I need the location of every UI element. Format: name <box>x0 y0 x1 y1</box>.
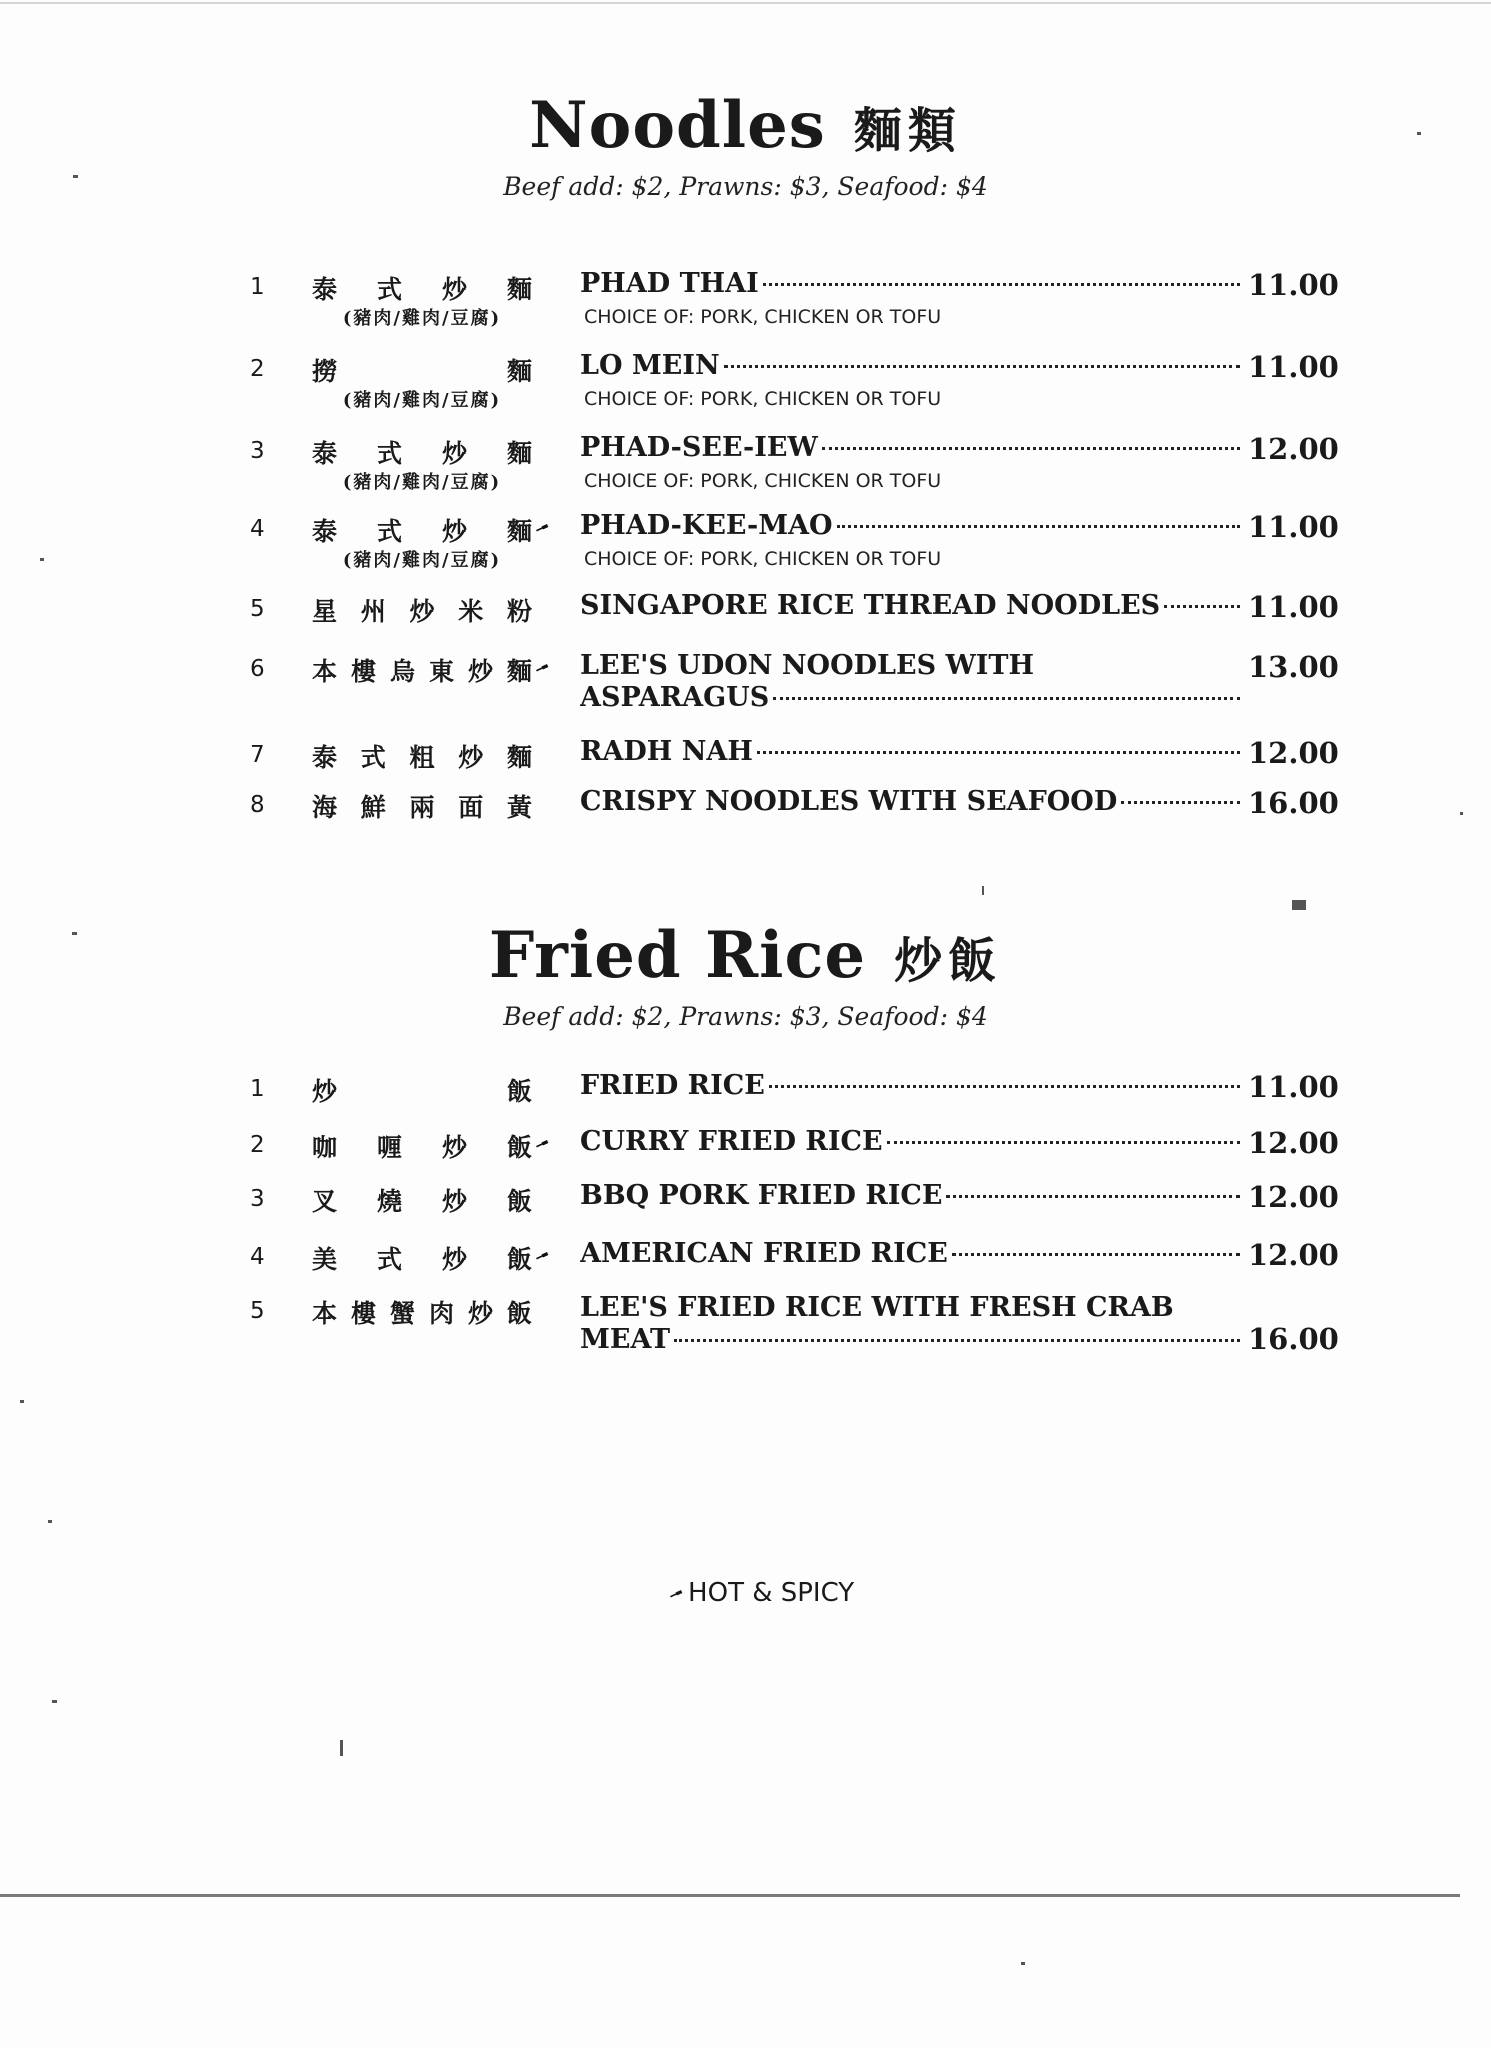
item-price: 11.00 <box>1248 1070 1339 1104</box>
item-chinese-name: 叉 燒 炒 飯 <box>312 1187 532 1216</box>
item-description: CHOICE OF: PORK, CHICKEN OR TOFU <box>584 470 942 492</box>
item-number: 6 <box>250 656 265 682</box>
item-name-text: RADH NAH <box>580 736 753 767</box>
dot-leader <box>724 365 1240 368</box>
item-chinese-name: 星 州 炒 米 粉 <box>312 597 532 626</box>
item-chinese-options: (豬肉/雞肉/豆腐) <box>342 308 502 329</box>
item-name-line2: MEAT <box>580 1324 671 1355</box>
fried-rice-heading <box>0 918 1491 993</box>
dot-leader <box>822 447 1240 450</box>
item-number: 2 <box>250 1132 265 1158</box>
item-chinese-options: (豬肉/雞肉/豆腐) <box>342 550 502 571</box>
item-chinese-name: 泰 式 炒 麵 <box>312 275 532 304</box>
scan-speck <box>73 175 78 178</box>
dot-leader <box>946 1195 1240 1198</box>
item-price: 16.00 <box>1248 1322 1339 1356</box>
item-name-text: FRIED RICE <box>580 1070 765 1101</box>
noodles-heading <box>0 88 1491 163</box>
item-price: 11.00 <box>1248 510 1339 544</box>
dot-leader <box>773 697 1240 700</box>
item-name <box>580 682 1240 713</box>
fried-rice-title: Fried Rice <box>488 918 867 993</box>
item-name <box>580 510 1240 541</box>
item-description: CHOICE OF: PORK, CHICKEN OR TOFU <box>584 548 942 570</box>
item-number: 2 <box>250 356 265 382</box>
item-name <box>580 268 1240 299</box>
chili-pepper-icon: ╼ <box>665 1580 687 1608</box>
dot-leader <box>1121 801 1240 804</box>
scan-speck <box>40 558 44 561</box>
fried-rice-addons: Beef add: $2, Prawns: $3, Seafood: $4 <box>503 1002 988 1031</box>
item-chinese-name: 美 式 炒 飯 <box>312 1245 532 1274</box>
item-description: CHOICE OF: PORK, CHICKEN OR TOFU <box>584 306 942 328</box>
item-name-text: PHAD-SEE-IEW <box>580 432 818 463</box>
item-price: 13.00 <box>1248 650 1339 684</box>
chili-pepper-icon: ╼ <box>531 1242 553 1270</box>
item-name <box>580 736 1240 767</box>
item-description: CHOICE OF: PORK, CHICKEN OR TOFU <box>584 388 942 410</box>
noodles-addons: Beef add: $2, Prawns: $3, Seafood: $4 <box>503 172 988 201</box>
scan-speck <box>1460 812 1463 815</box>
item-number: 3 <box>250 438 265 464</box>
item-price: 11.00 <box>1248 590 1339 624</box>
spicy-legend-label: HOT & SPICY <box>688 1578 855 1608</box>
item-price: 12.00 <box>1248 1126 1339 1160</box>
item-name-line1: LEE'S UDON NOODLES WITH <box>580 650 1035 681</box>
chili-pepper-icon: ╼ <box>531 1130 553 1158</box>
item-name <box>580 590 1240 621</box>
item-chinese-name: 炒 飯 <box>312 1077 532 1106</box>
dot-leader <box>763 283 1240 286</box>
item-name <box>580 1180 1240 1211</box>
item-number: 5 <box>250 596 265 622</box>
noodles-title-zh: 麵類 <box>853 103 962 159</box>
scan-speck <box>72 932 77 935</box>
item-name-line1: LEE'S FRIED RICE WITH FRESH CRAB <box>580 1292 1174 1323</box>
noodles-title: Noodles <box>529 88 826 163</box>
item-price: 11.00 <box>1248 268 1339 302</box>
item-name <box>580 432 1240 463</box>
scan-speck <box>1021 1962 1025 1965</box>
item-price: 12.00 <box>1248 1180 1339 1214</box>
dot-leader <box>757 751 1240 754</box>
item-chinese-name: 本 樓 蟹 肉 炒 飯 <box>312 1299 532 1328</box>
item-name <box>580 1324 1240 1355</box>
scan-speck <box>20 1400 24 1403</box>
item-name <box>580 350 1240 381</box>
item-price: 12.00 <box>1248 432 1339 466</box>
dot-leader <box>952 1253 1240 1256</box>
item-number: 4 <box>250 1244 265 1270</box>
item-name-text: BBQ PORK FRIED RICE <box>580 1180 943 1211</box>
item-name-line2: ASPARAGUS <box>580 682 770 713</box>
item-number: 5 <box>250 1298 265 1324</box>
scan-speck <box>340 1740 343 1756</box>
item-name <box>580 786 1240 817</box>
dot-leader <box>674 1339 1240 1342</box>
item-name-text: LO MEIN <box>580 350 720 381</box>
item-number: 4 <box>250 516 265 542</box>
item-name-text: AMERICAN FRIED RICE <box>580 1238 948 1269</box>
fried-rice-title-zh: 炒飯 <box>894 933 1003 989</box>
chili-pepper-icon: ╼ <box>531 654 553 682</box>
item-price: 16.00 <box>1248 786 1339 820</box>
item-name <box>580 1126 1240 1157</box>
item-chinese-name: 泰 式 粗 炒 麵 <box>312 743 532 772</box>
top-border <box>0 2 1491 4</box>
spicy-legend <box>665 1578 855 1608</box>
item-chinese-name: 泰 式 炒 麵 <box>312 439 532 468</box>
item-chinese-name: 海 鮮 兩 面 黃 <box>312 793 532 822</box>
item-number: 3 <box>250 1186 265 1212</box>
item-chinese-name: 泰 式 炒 麵 <box>312 517 532 546</box>
item-price: 12.00 <box>1248 736 1339 770</box>
dot-leader <box>1164 605 1240 608</box>
item-chinese-options: (豬肉/雞肉/豆腐) <box>342 472 502 493</box>
item-name-text: CURRY FRIED RICE <box>580 1126 883 1157</box>
scan-speck <box>1292 900 1306 910</box>
scan-speck <box>48 1520 52 1523</box>
chili-pepper-icon: ╼ <box>531 514 553 542</box>
dot-leader <box>769 1085 1240 1088</box>
item-chinese-name: 撈 麵 <box>312 357 532 386</box>
item-name-text: PHAD-KEE-MAO <box>580 510 833 541</box>
item-number: 7 <box>250 742 265 768</box>
scan-speck <box>1417 132 1421 135</box>
item-name <box>580 1238 1240 1269</box>
scan-speck <box>52 1700 57 1703</box>
item-name <box>580 1070 1240 1101</box>
item-chinese-name: 本 樓 烏 東 炒 麵 <box>312 657 532 686</box>
item-name-text: SINGAPORE RICE THREAD NOODLES <box>580 590 1161 621</box>
dot-leader <box>837 525 1240 528</box>
item-chinese-name: 咖 喱 炒 飯 <box>312 1133 532 1162</box>
item-name-text: CRISPY NOODLES WITH SEAFOOD <box>580 786 1118 817</box>
dot-leader <box>887 1141 1240 1144</box>
item-price: 11.00 <box>1248 350 1339 384</box>
item-number: 1 <box>250 1076 265 1102</box>
item-number: 8 <box>250 792 265 818</box>
scan-speck <box>982 886 984 895</box>
item-chinese-options: (豬肉/雞肉/豆腐) <box>342 390 502 411</box>
bottom-border <box>0 1894 1460 1897</box>
item-name-text: PHAD THAI <box>580 268 759 299</box>
item-number: 1 <box>250 274 265 300</box>
item-price: 12.00 <box>1248 1238 1339 1272</box>
